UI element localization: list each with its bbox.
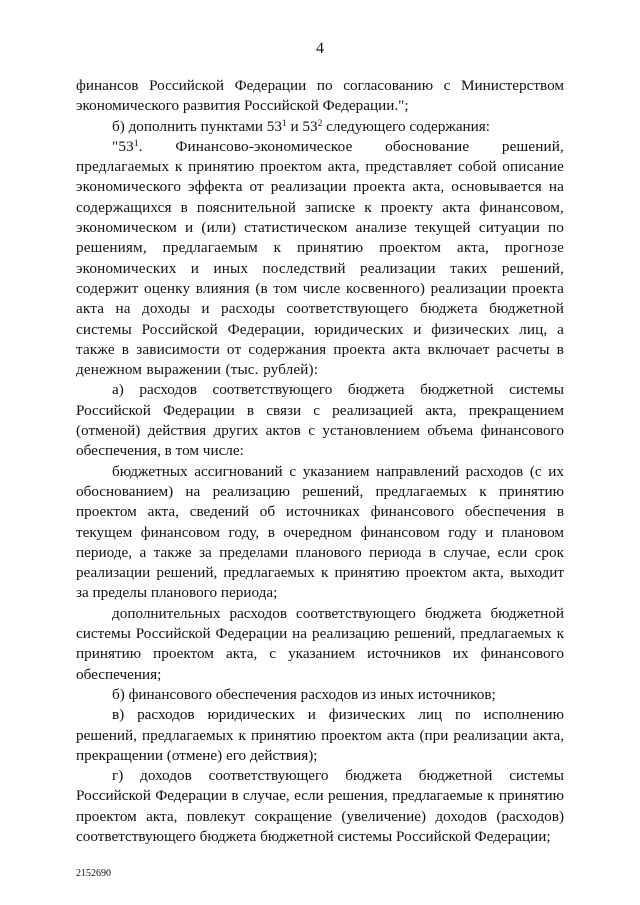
paragraph-budget-allocations: бюджетных ассигнований с указанием направлений расходов (с их обоснованием) на реализацию решений, предлагаемых к принятию проектом акта, сведений об источниках финансового обеспечения в текущем финансовом году, в очередном финансовом году и плановом периоде, а также за пределами планового периода в случае, если срок реализации решений, предлагаемых к принятию проектом акта, выходит за пределы планового периода;	[76, 462, 564, 602]
superscript: 2	[317, 118, 323, 129]
amendment-text-c: следующего содержания:	[322, 117, 491, 135]
paragraph-item-b: б) финансового обеспечения расходов из иных источников;	[112, 685, 496, 703]
paragraph-additional-expenses: дополнительных расходов соответствующего бюджета бюджетной системы Российской Федерации на реализацию решений, предлагаемых к принятию проектом акта, с указанием источников их финансового обеспечения;	[76, 604, 564, 683]
paragraph-item-g: г) доходов соответствующего бюджета бюджетной системы Российской Федерации в случае, если решения, предлагаемые к принятию проектом акта, повлекут сокращение (увеличение) доходов (расходов) соответствующего бюджета бюджетной системы Российской Федерации;	[76, 767, 564, 845]
amendment-text-b: и 53	[286, 117, 318, 135]
clause-number: "53	[112, 137, 134, 155]
paragraph-clause-53-1	[76, 137, 564, 381]
document-body	[76, 76, 564, 847]
page-number: 4	[316, 40, 324, 57]
paragraph-item-a: а) расходов соответствующего бюджета бюджетной системы Российской Федерации в связи с реализацией акта, прекращением (отменой) действия других актов с установлением объема финансового обеспечения, в том числе:	[76, 381, 564, 460]
paragraph-continuation: финансов Российской Федерации по согласованию с Министерством экономического развития Российской Федерации.";	[76, 77, 564, 115]
superscript: 1	[133, 138, 139, 149]
clause-text: . Финансово-экономическое обоснование решений, предлагаемых к принятию проектом акта, представляет собой описание экономического эффекта от реализации проекта акта, основывается на содержащихся в пояснительной записке к проекту акта финансовом, экономическом и (или) статистическом анализе текущей ситуации по решениям, предлагаемым к принятию проектом акта, прогнозе экономических и иных последствий реализации таких решений, содержит оценку влияния (в том числе косвенного) реализации проекта акта на доходы и расходы соответствующего бюджета бюджетной системы Российской Федерации, юридических и физических лиц, а также в зависимости от содержания проекта акта включает расчеты в денежном выражении (тыс. рублей):	[76, 137, 564, 379]
amendment-text-a: б) дополнить пунктами 53	[112, 117, 282, 135]
superscript: 1	[281, 118, 287, 129]
paragraph-item-v: в) расходов юридических и физических лиц по исполнению решений, предлагаемых к принятию проектом акта (при реализации акта, прекращении (отмене) его действия);	[76, 706, 564, 764]
paragraph-amendment-intro	[76, 117, 564, 137]
document-code: 2152690	[76, 868, 111, 879]
